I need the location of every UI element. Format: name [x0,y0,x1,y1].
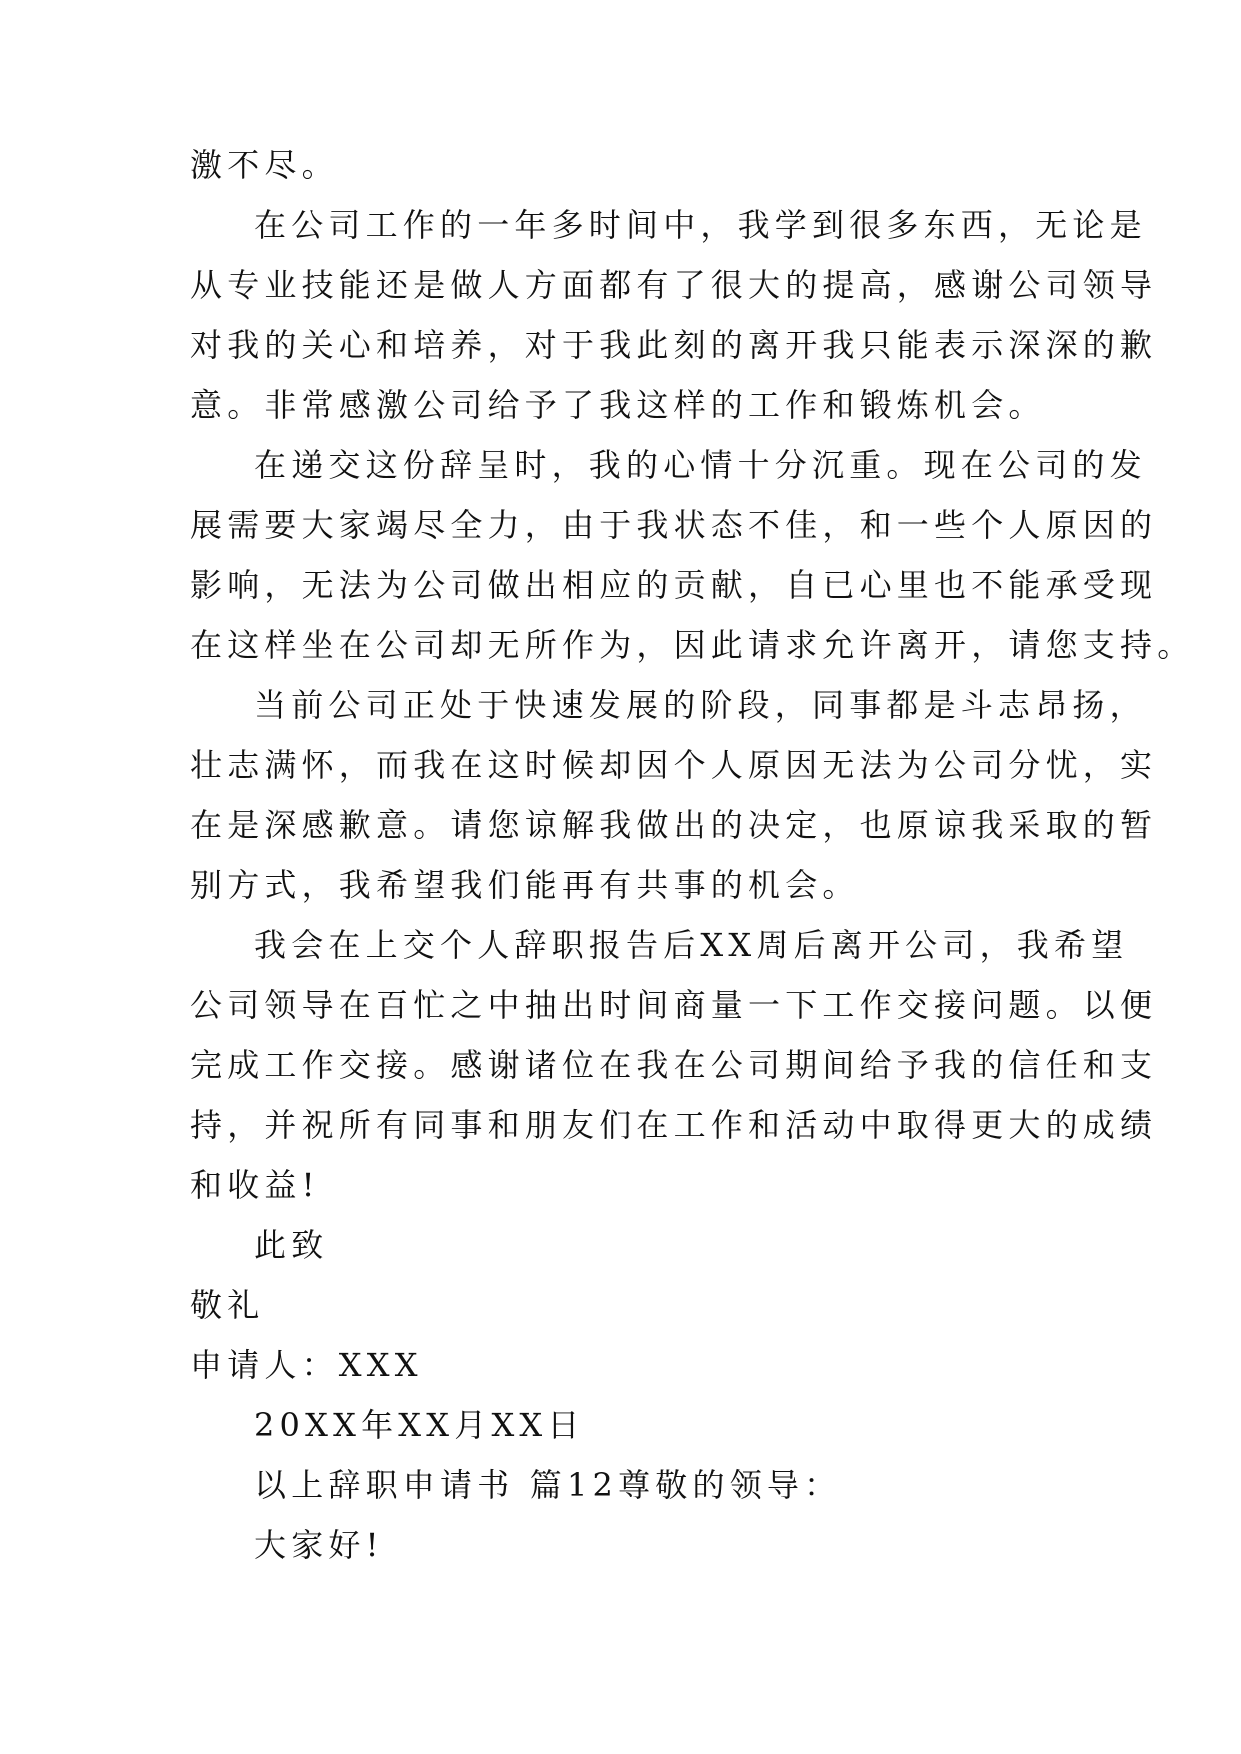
section-heading-line: 以上辞职申请书 篇12尊敬的领导： [254,1466,842,1504]
text-line: 公司领导在百忙之中抽出时间商量一下工作交接问题。以便 [190,986,1158,1024]
text-line: 对我的关心和培养，对于我此刻的离开我只能表示深深的歉 [190,326,1158,364]
closing-phrase: 此致 [254,1226,329,1264]
text-line: 和收益! [190,1166,320,1204]
applicant-line: 申请人：XXX [190,1346,423,1384]
text-line: 持，并祝所有同事和朋友们在工作和活动中取得更大的成绩 [190,1106,1158,1144]
greeting-line: 大家好! [254,1526,384,1564]
text-line: 壮志满怀，而我在这时候却因个人原因无法为公司分忧，实 [190,746,1158,784]
text-line: 展需要大家竭尽全力，由于我状态不佳，和一些个人原因的 [190,506,1158,544]
paragraph-start-line: 我会在上交个人辞职报告后XX周后离开公司，我希望 [254,926,1129,964]
text-line: 别方式，我希望我们能再有共事的机会。 [190,866,860,904]
paragraph-start-line: 在递交这份辞呈时，我的心情十分沉重。现在公司的发 [254,446,1147,484]
text-line: 从专业技能还是做人方面都有了很大的提高，感谢公司领导 [190,266,1158,304]
paragraph-start-line: 在公司工作的一年多时间中，我学到很多东西，无论是 [254,206,1147,244]
text-line: 激不尽。 [190,146,339,184]
text-line: 在是深感歉意。请您谅解我做出的决定，也原谅我采取的暂 [190,806,1158,844]
paragraph-start-line: 当前公司正处于快速发展的阶段，同事都是斗志昂扬， [254,686,1147,724]
text-line: 完成工作交接。感谢诸位在我在公司期间给予我的信任和支 [190,1046,1158,1084]
salutation: 敬礼 [190,1286,265,1324]
text-line: 在这样坐在公司却无所作为，因此请求允许离开，请您支持。 [190,626,1195,664]
text-line: 影响，无法为公司做出相应的贡献，自已心里也不能承受现 [190,566,1158,604]
text-line: 意。非常感激公司给予了我这样的工作和锻炼机会。 [190,386,1046,424]
date-line: 20XX年XX月XX日 [254,1406,585,1444]
